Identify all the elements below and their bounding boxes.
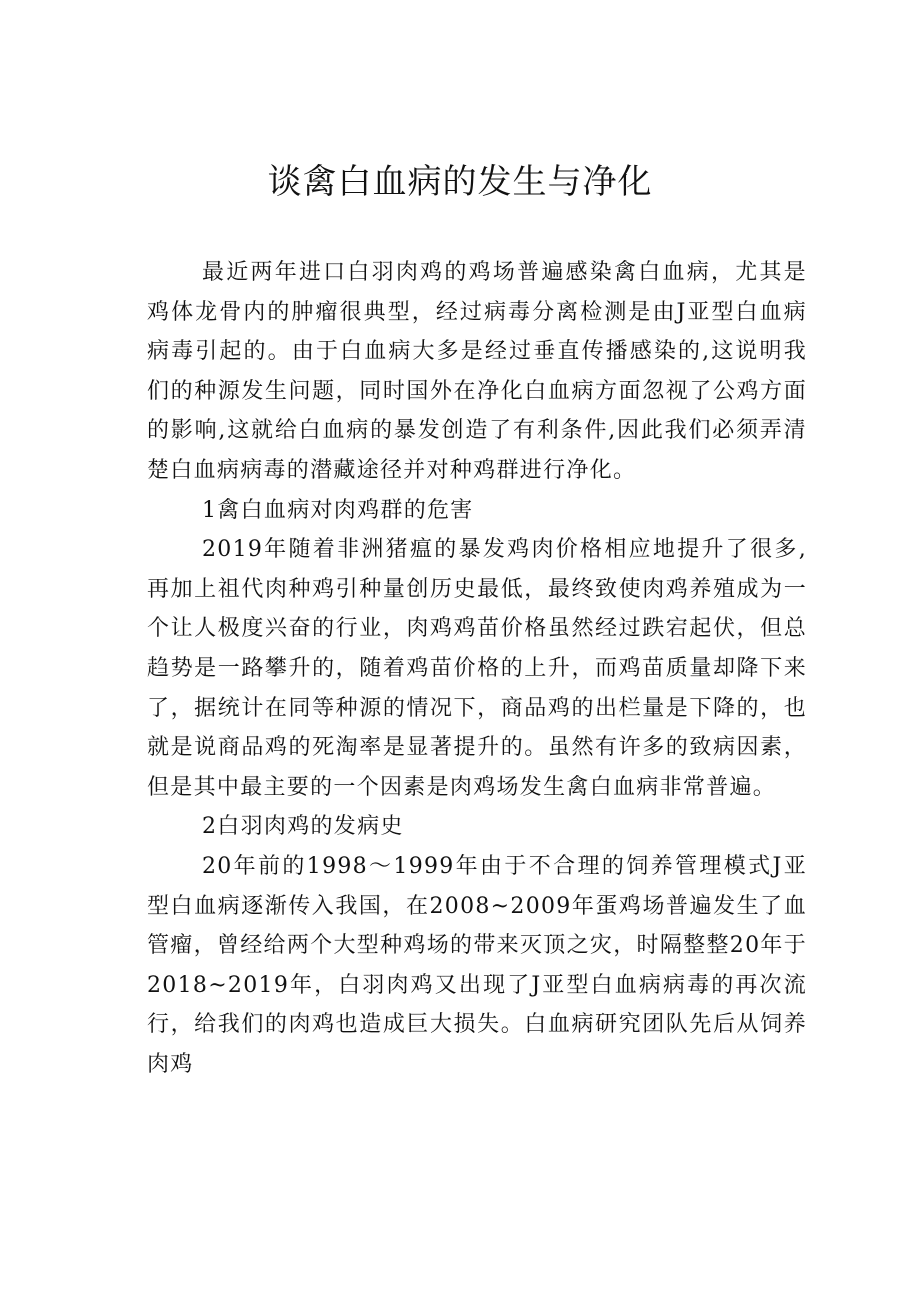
section-heading-2: 2白羽肉鸡的发病史 bbox=[202, 814, 404, 840]
paragraph-section-2: 20年前的1998～1999年由于不合理的饲养管理模式J亚型白血病逐渐传入我国，在2008~2009年蛋鸡场普遍发生了血管瘤，曾经给两个大型种鸡场的带来灭顶之灾，时隔整整20年于2018~2019年，白羽肉鸡又出现了J亚型白血病病毒的再次流行，给我们的肉鸡也造成巨大损失。白血病研究团队先后从饲养肉鸡 bbox=[147, 853, 807, 1077]
paragraph-section-1: 2019年随着非洲猪瘟的暴发鸡肉价格相应地提升了很多,再加上祖代肉种鸡引种量创历史最低，最终致使肉鸡养殖成为一个让人极度兴奋的行业，肉鸡鸡苗价格虽然经过跌宕起伏，但总趋势是一路攀升的，随着鸡苗价格的上升，而鸡苗质量却降下来了，据统计在同等种源的情况下，商品鸡的出栏量是下降的，也就是说商品鸡的死淘率是显著提升的。虽然有许多的致病因素，但是其中最主要的一个因素是肉鸡场发生禽白血病非常普遍。 bbox=[147, 537, 807, 800]
document-body bbox=[147, 253, 807, 1084]
document-title: 谈禽白血病的发生与净化 bbox=[267, 162, 653, 202]
section-heading-1: 1禽白血病对肉鸡群的危害 bbox=[202, 497, 474, 523]
paragraph-intro: 最近两年进口白羽肉鸡的鸡场普遍感染禽白血病，尤其是鸡体龙骨内的肿瘤很典型，经过病毒分离检测是由J亚型白血病病毒引起的。由于白血病大多是经过垂直传播感染的,这说明我们的种源发生问题，同时国外在净化白血病方面忽视了公鸡方面的影响,这就给白血病的暴发创造了有利条件,因此我们必须弄清楚白血病病毒的潜藏途径并对种鸡群进行净化。 bbox=[147, 260, 807, 483]
